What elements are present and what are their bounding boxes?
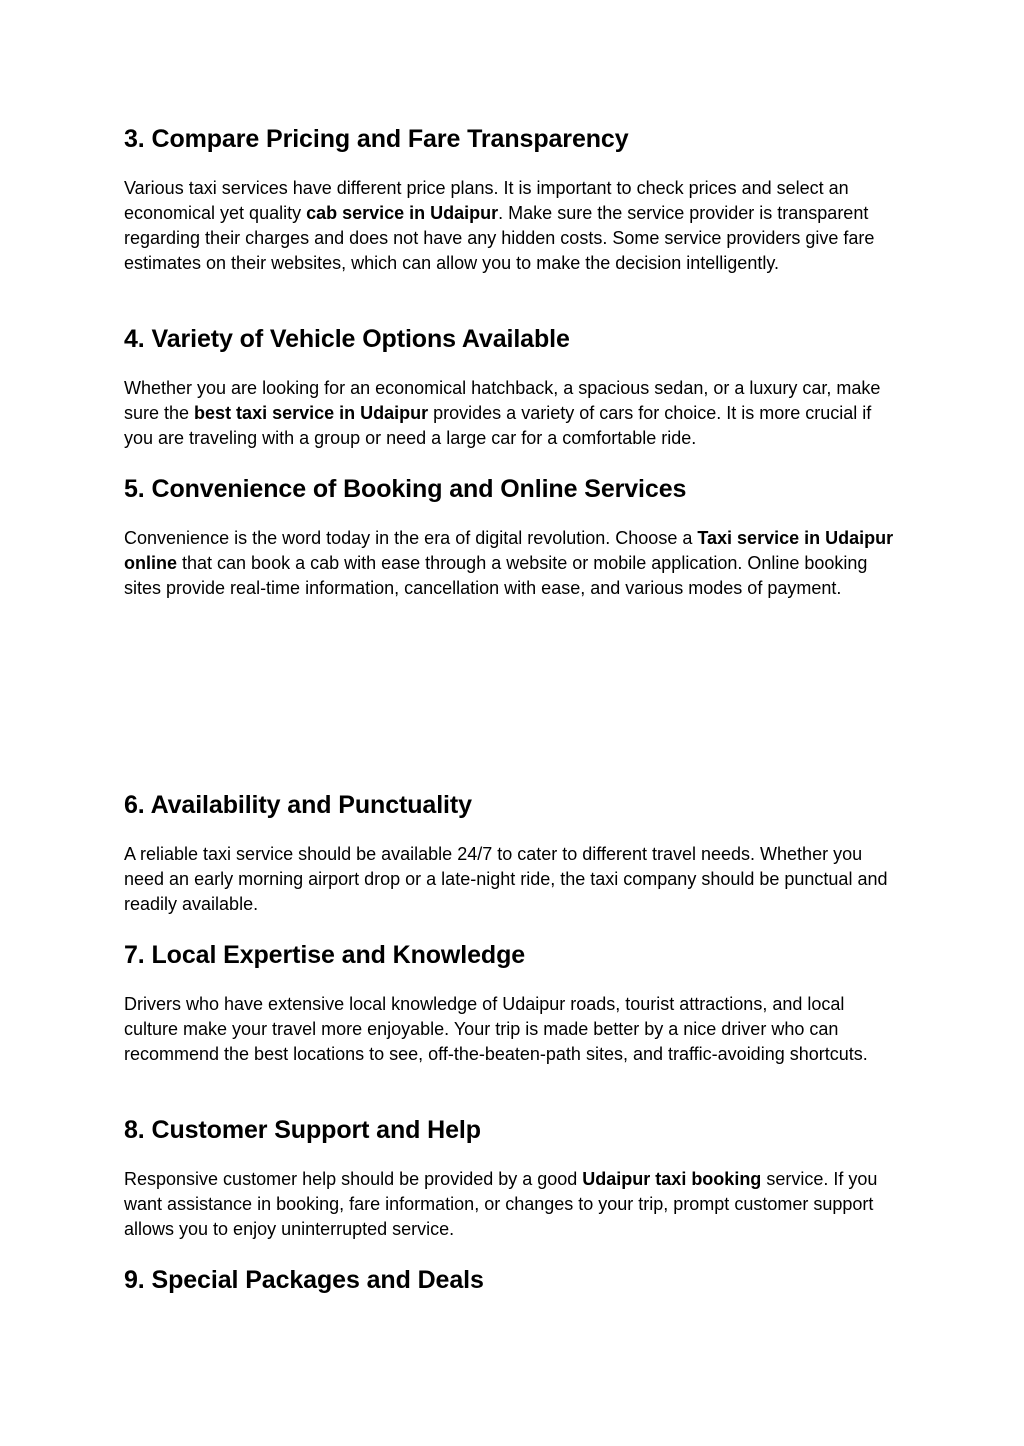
section-heading: 4. Variety of Vehicle Options Available — [124, 325, 570, 353]
section-paragraph — [124, 526, 894, 601]
section-heading: 8. Customer Support and Help — [124, 1116, 481, 1144]
section-paragraph — [124, 1167, 894, 1242]
paragraph-text: Convenience is the word today in the era of digital revolution. Choose a — [124, 528, 698, 548]
paragraph-text: service. If you want assistance in booking, fare information, or changes to your trip, prompt customer support allows you to enjoy uninterrupted service. — [124, 1169, 878, 1239]
paragraph-text: Whether you are looking for an economical hatchback, a spacious sedan, or a luxury car, make sure the — [124, 378, 881, 423]
section-customer-support — [124, 1115, 894, 1242]
paragraph-text: . Make sure the service provider is transparent regarding their charges and does not have any hidden costs. Some service providers give fare estimates on their websites, which can allow you to make the decision intelligently. — [124, 203, 875, 273]
section-availability — [124, 790, 894, 917]
section-heading: 7. Local Expertise and Knowledge — [124, 941, 526, 969]
section-heading: 9. Special Packages and Deals — [124, 1266, 484, 1294]
section-paragraph — [124, 376, 894, 451]
section-paragraph — [124, 176, 894, 276]
section-paragraph — [124, 992, 894, 1067]
paragraph-bold-keyword: best taxi service in Udaipur — [194, 403, 429, 423]
section-heading: 5. Convenience of Booking and Online Services — [124, 475, 687, 503]
section-vehicle-options — [124, 324, 894, 451]
paragraph-bold-keyword: Taxi service in Udaipur online — [124, 528, 894, 573]
section-special-packages — [124, 1265, 894, 1295]
paragraph-text: Various taxi services have different price plans. It is important to check prices and select an economical yet quality — [124, 178, 849, 223]
section-pricing — [124, 124, 894, 276]
paragraph-text: that can book a cab with ease through a website or mobile application. Online booking sites provide real-time information, cancellation with ease, and various modes of payment. — [124, 553, 868, 598]
paragraph-text: A reliable taxi service should be available 24/7 to cater to different travel needs. Whether you need an early morning airport drop or a late-night ride, the taxi company should be punctual and readily available. — [124, 844, 888, 914]
section-paragraph — [124, 842, 894, 917]
paragraph-bold-keyword: Udaipur taxi booking — [582, 1169, 762, 1189]
section-booking-convenience — [124, 474, 894, 601]
paragraph-text: provides a variety of cars for choice. It is more crucial if you are traveling with a group or need a large car for a comfortable ride. — [124, 403, 872, 448]
section-heading: 3. Compare Pricing and Fare Transparency — [124, 125, 629, 153]
section-heading: 6. Availability and Punctuality — [124, 791, 472, 819]
paragraph-text: Drivers who have extensive local knowledge of Udaipur roads, tourist attractions, and local culture make your travel more enjoyable. Your trip is made better by a nice driver who can recommend the best locations to see, off-the-beaten-path sites, and traffic-avoiding shortcuts. — [124, 994, 868, 1064]
section-local-expertise — [124, 940, 894, 1067]
paragraph-bold-keyword: cab service in Udaipur — [306, 203, 499, 223]
paragraph-text: Responsive customer help should be provided by a good — [124, 1169, 583, 1189]
